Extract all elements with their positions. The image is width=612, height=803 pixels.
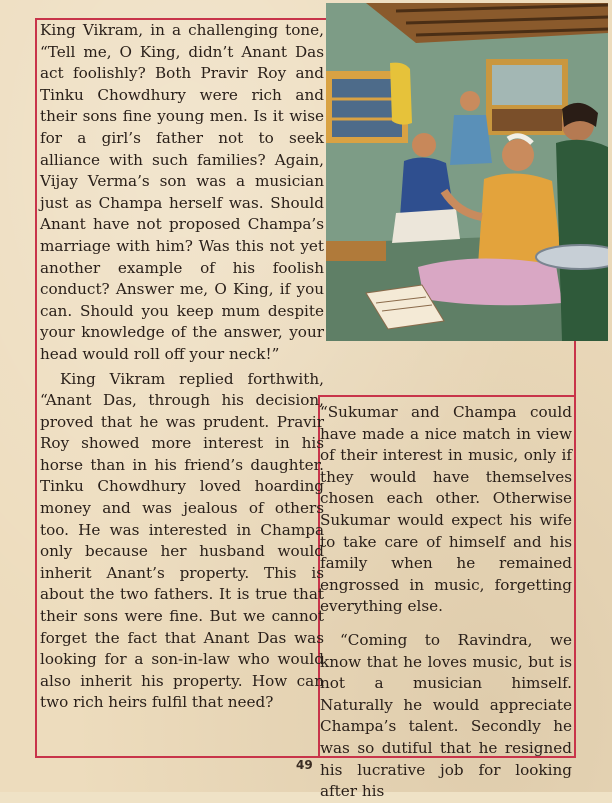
frame-left-rule (35, 18, 37, 758)
right-paragraph-2: “Coming to Ravindra, we know that he loves music, but is not a musician himself. Naturally he would appreciate Champa’s talent. Secondly he was so dutiful that he resigned his lucrative job for looking after his (320, 630, 572, 801)
left-paragraph-2: King Vikram replied forthwith, “Anant Das, through his decision, proved that he was prudent. Pravir Roy showed more interest in his horse than in his friend’s daughter. Tinku Chowdhury loved hoarding money and was jealous of others too. He was interested in Champa only because her husband would inherit Anant’s property. This is about the two fathers. It is true that their sons were fine. But we cannot forget the fact that Anant Das was looking for a son-in-law who would also inherit his property. How can two rich heirs fulfil that need? (40, 369, 324, 712)
right-paragraph-1: “Sukumar and Champa could have made a nice match in view of their interest in music, only if they would have themselves chosen each other. Otherwise Sukumar would expect his wife to take care of himself and his family when he remained engrossed in music, forgetting everything else. (320, 403, 572, 616)
right-text-column (320, 402, 572, 803)
story-illustration (326, 3, 608, 341)
left-text-column (40, 20, 324, 714)
left-paragraph-1: King Vikram, in a challenging tone, “Tell me, O King, didn’t Anant Das act foolishly? Both Pravir Roy and Tinku Chowdhury were rich and their sons fine young men. Is it wise for a girl’s father not to seek alliance with such families? Again, Vijay Verma’s son was a musician just as Champa herself was. Should Anant have not proposed Champa’s marriage with him? Was this not yet another example of his foolish conduct? Answer me, O King, if you can. Should you keep mum despite your knowledge of the answer, your head would roll off your neck!” (40, 21, 324, 363)
page-number: 49 (296, 758, 313, 772)
frame-right-rule (574, 340, 576, 758)
frame-mid-top-rule (318, 395, 576, 397)
